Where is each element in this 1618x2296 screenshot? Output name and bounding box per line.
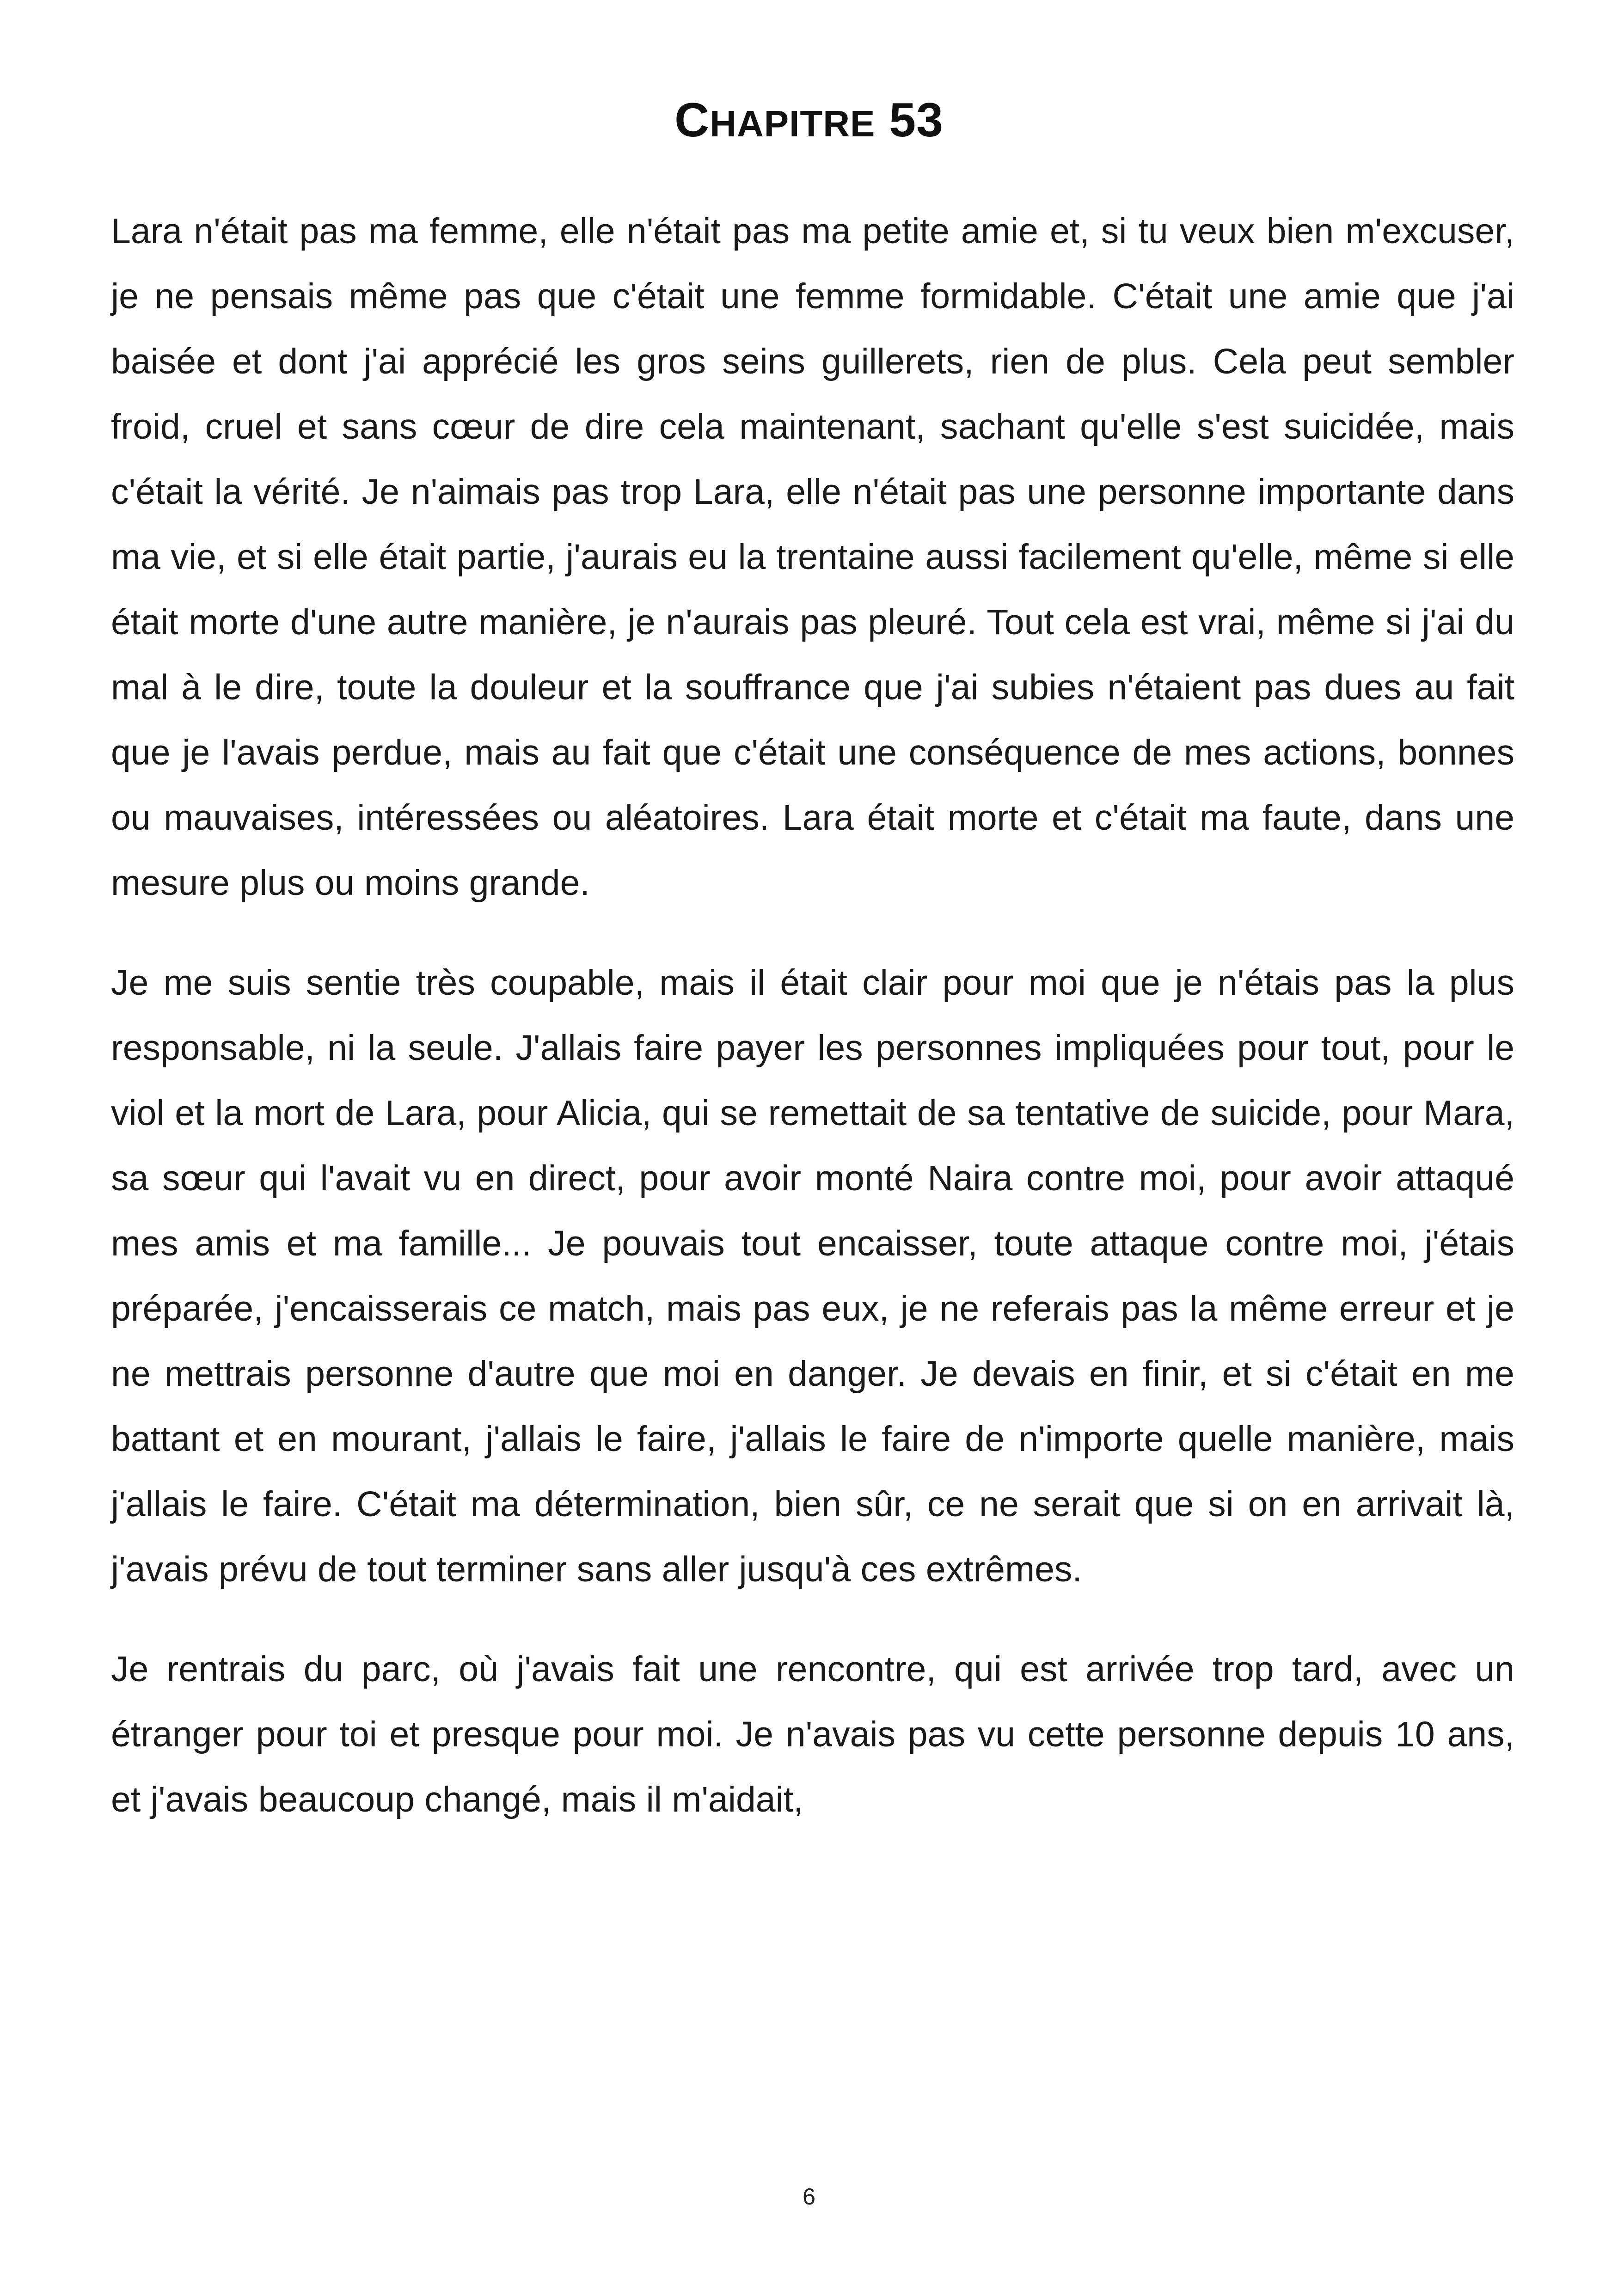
- paragraph-2: Je me suis sentie très coupable, mais il était clair pour moi que je n'étais pas la plus responsable, ni la seule. J'allais faire payer les personnes impliquées pour tout, pour le viol et la mort de Lara, pour Alicia, qui se remettait de sa tentative de suicide, pour Mara, sa sœur qui l'avait vu en direct, pour avoir monté Naira contre moi, pour avoir attaqué mes amis et ma famille... Je pouvais tout encaisser, toute attaque contre moi, j'étais préparée, j'encaisserais ce match, mais pas eux, je ne referais pas la même erreur et je ne mettrais personne d'autre que moi en danger. Je devais en finir, et si c'était en me battant et en mourant, j'allais le faire, j'allais le faire de n'importe quelle manière, mais j'allais le faire. C'était ma détermination, bien sûr, ce ne serait que si on en arrivait là, j'avais prévu de tout terminer sans aller jusqu'à ces extrêmes.: [111, 963, 1514, 1589]
- paragraph-1: Lara n'était pas ma femme, elle n'était pas ma petite amie et, si tu veux bien m'excuser, je ne pensais même pas que c'était une femme formidable. C'était une amie que j'ai baisée et dont j'ai apprécié les gros seins guillerets, rien de plus. Cela peut sembler froid, cruel et sans cœur de dire cela maintenant, sachant qu'elle s'est suicidée, mais c'était la vérité. Je n'aimais pas trop Lara, elle n'était pas une personne importante dans ma vie, et si elle était partie, j'aurais eu la trentaine aussi facilement qu'elle, même si elle était morte d'une autre manière, je n'aurais pas pleuré. Tout cela est vrai, même si j'ai du mal à le dire, toute la douleur et la souffrance que j'ai subies n'étaient pas dues au fait que je l'avais perdue, mais au fait que c'était une conséquence de mes actions, bonnes ou mauvaises, intéressées ou aléatoires. Lara était morte et c'était ma faute, dans une mesure plus ou moins grande.: [111, 211, 1514, 903]
- chapter-title-initial: C: [674, 93, 710, 147]
- chapter-body: [111, 199, 1514, 1832]
- paragraph-3: Je rentrais du parc, où j'avais fait une rencontre, qui est arrivée trop tard, avec un étranger pour toi et presque pour moi. Je n'avais pas vu cette personne depuis 10 ans, et j'avais beaucoup changé, mais il m'aidait,: [111, 1649, 1514, 1819]
- chapter-title-rest: HAPITRE: [710, 103, 876, 144]
- page-number: 6: [803, 2184, 815, 2210]
- chapter-title: [0, 88, 1618, 156]
- chapter-number: 53: [889, 93, 944, 147]
